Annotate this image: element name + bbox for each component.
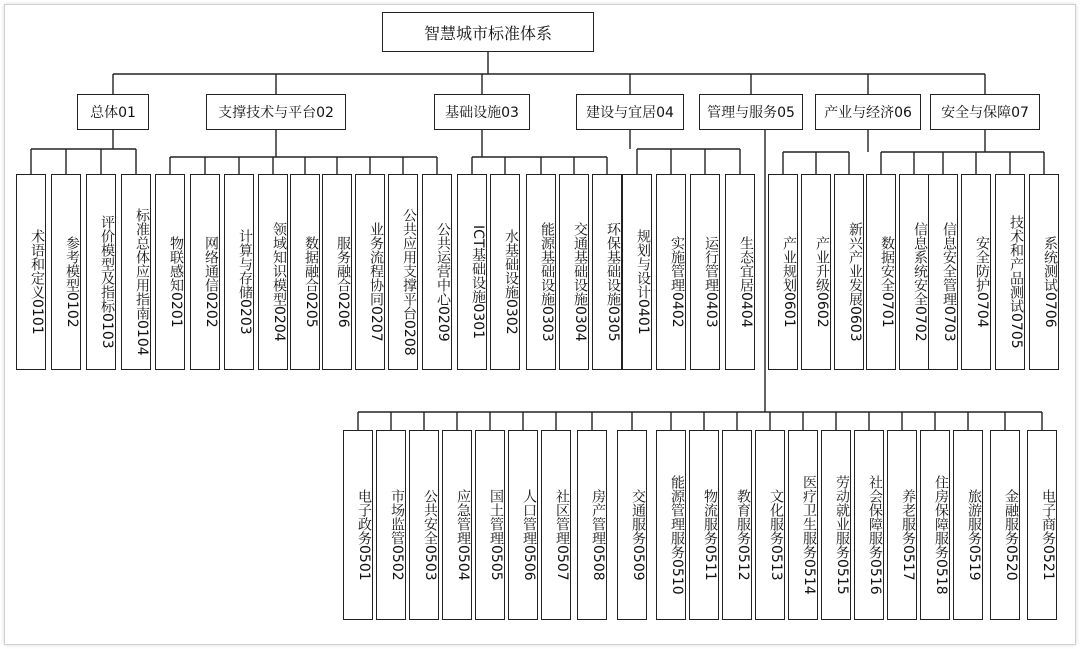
leaf-label: 参考模型0102: [64, 236, 80, 328]
category-node: 产业与经济06: [815, 94, 921, 130]
leaf-label: 住房保障服务0518: [933, 475, 949, 595]
leaf-label: 生态宜居0404: [738, 236, 754, 328]
leaf-label: 文化服务0513: [768, 489, 784, 581]
leaf-node: [801, 174, 831, 370]
leaf-label: 交通基础设施0304: [572, 222, 588, 342]
leaf-node: [622, 174, 652, 370]
leaf-label: 安全防护0704: [974, 236, 990, 328]
leaf-label: 运行管理0403: [703, 236, 719, 328]
leaf-label: 能源管理服务0510: [669, 475, 685, 595]
leaf-node: [51, 174, 81, 370]
leaf-label: 社区管理0507: [554, 489, 570, 581]
leaf-node: [617, 430, 647, 620]
leaf-label: 产业升级0602: [814, 236, 830, 328]
leaf-node: [121, 174, 151, 370]
leaf-node: [290, 174, 320, 370]
leaf-node: [559, 174, 589, 370]
leaf-node: [376, 430, 406, 620]
category-node: 总体01: [77, 94, 149, 130]
leaf-label: 国土管理0505: [488, 489, 504, 581]
leaf-node: [821, 430, 851, 620]
leaf-label: 产业规划0601: [781, 236, 797, 328]
leaf-label: 劳动就业服务0515: [834, 475, 850, 595]
leaf-node: [409, 430, 439, 620]
leaf-label: 公共运营中心0209: [435, 222, 451, 342]
leaf-label: 领域知识模型0204: [271, 222, 287, 342]
leaf-label: 技术和产品测试0705: [1008, 215, 1024, 349]
leaf-node: [1029, 174, 1059, 370]
leaf-label: 旅游服务0519: [966, 489, 982, 581]
leaf-label: 数据融合0205: [303, 236, 319, 328]
leaf-label: 水基础设施0302: [503, 229, 519, 335]
leaf-label: 信息系统安全0702: [912, 222, 928, 342]
leaf-node: [343, 430, 373, 620]
leaf-label: 市场监管0502: [389, 489, 405, 581]
leaf-label: 环保基础设施0305: [605, 222, 621, 342]
leaf-node: [689, 430, 719, 620]
leaf-label: 规划与设计0401: [635, 229, 651, 335]
leaf-label: 信息安全管理0703: [941, 222, 957, 342]
leaf-label: 房产管理0508: [590, 489, 606, 581]
leaf-node: [755, 430, 785, 620]
leaf-label: 评价模型及指标0103: [99, 215, 115, 349]
leaf-node: [457, 174, 487, 370]
leaf-node: [854, 430, 884, 620]
leaf-label: 人口管理0506: [521, 489, 537, 581]
leaf-node: [86, 174, 116, 370]
leaf-node: [690, 174, 720, 370]
category-node: 建设与宜居04: [576, 94, 684, 130]
leaf-label: 物流服务0511: [702, 489, 718, 581]
leaf-node: [834, 174, 864, 370]
leaf-node: [322, 174, 352, 370]
leaf-label: 数据安全0701: [879, 236, 895, 328]
leaf-label: 应用指南0104: [134, 264, 150, 356]
leaf-node: [899, 174, 929, 370]
category-node: 安全与保障07: [930, 94, 1040, 130]
leaf-label: 新兴产业发展0603: [847, 222, 863, 342]
leaf-label: 系统测试0706: [1042, 236, 1058, 328]
root-node: 智慧城市标准体系: [382, 12, 594, 52]
leaf-label: 电子政务0501: [356, 489, 372, 581]
leaf-label: 公共安全0503: [422, 489, 438, 581]
leaf-label: 交通服务0509: [630, 489, 646, 581]
category-node: 支撑技术与平台02: [206, 94, 346, 130]
leaf-node: [990, 430, 1020, 620]
category-node: 管理与服务05: [699, 94, 803, 130]
leaf-node: [258, 174, 288, 370]
leaf-node: [475, 430, 505, 620]
leaf-label: 公共应用支撑平台0208: [401, 208, 417, 356]
leaf-node: [788, 430, 818, 620]
leaf-label: 实施管理0402: [669, 236, 685, 328]
leaf-node: [422, 174, 452, 370]
leaf-label: 医疗卫生服务0514: [801, 475, 817, 595]
leaf-label: 养老服务0517: [900, 489, 916, 581]
leaf-label: 物联感知0201: [168, 236, 184, 328]
leaf-label: 标准总体: [134, 208, 150, 265]
leaf-node: [722, 430, 752, 620]
leaf-node: [953, 430, 983, 620]
leaf-node: [592, 174, 622, 370]
leaf-node: [490, 174, 520, 370]
leaf-label: 电子商务0521: [1040, 489, 1056, 581]
leaf-node: [541, 430, 571, 620]
leaf-node: [887, 430, 917, 620]
leaf-node: [577, 430, 607, 620]
leaf-node: [1027, 430, 1057, 620]
leaf-label: 术语和定义0101: [29, 229, 45, 335]
leaf-label: 网络通信0202: [203, 236, 219, 328]
leaf-label: 应急管理0504: [455, 489, 471, 581]
leaf-node: [920, 430, 950, 620]
leaf-node: [961, 174, 991, 370]
leaf-node: [155, 174, 185, 370]
leaf-node: [388, 174, 418, 370]
leaf-node: [508, 430, 538, 620]
leaf-node: [656, 174, 686, 370]
leaf-label: 业务流程协同0207: [368, 222, 384, 342]
leaf-label: 金融服务0520: [1003, 489, 1019, 581]
leaf-label: 服务融合0206: [335, 236, 351, 328]
leaf-node: [928, 174, 958, 370]
leaf-label: 社会保障服务0516: [867, 475, 883, 595]
leaf-node: [995, 174, 1025, 370]
leaf-node: [190, 174, 220, 370]
leaf-node: [355, 174, 385, 370]
category-node: 基础设施03: [434, 94, 530, 130]
leaf-node: [16, 174, 46, 370]
leaf-node: [725, 174, 755, 370]
leaf-label: 计算与存储0203: [237, 229, 253, 335]
leaf-node: [442, 430, 472, 620]
leaf-label: 能源基础设施0303: [539, 222, 555, 342]
leaf-node: [224, 174, 254, 370]
leaf-node: [526, 174, 556, 370]
leaf-node: [656, 430, 686, 620]
leaf-node: [866, 174, 896, 370]
leaf-node: [768, 174, 798, 370]
leaf-label: ICT基础设施0301: [470, 224, 486, 340]
leaf-label: 教育服务0512: [735, 489, 751, 581]
